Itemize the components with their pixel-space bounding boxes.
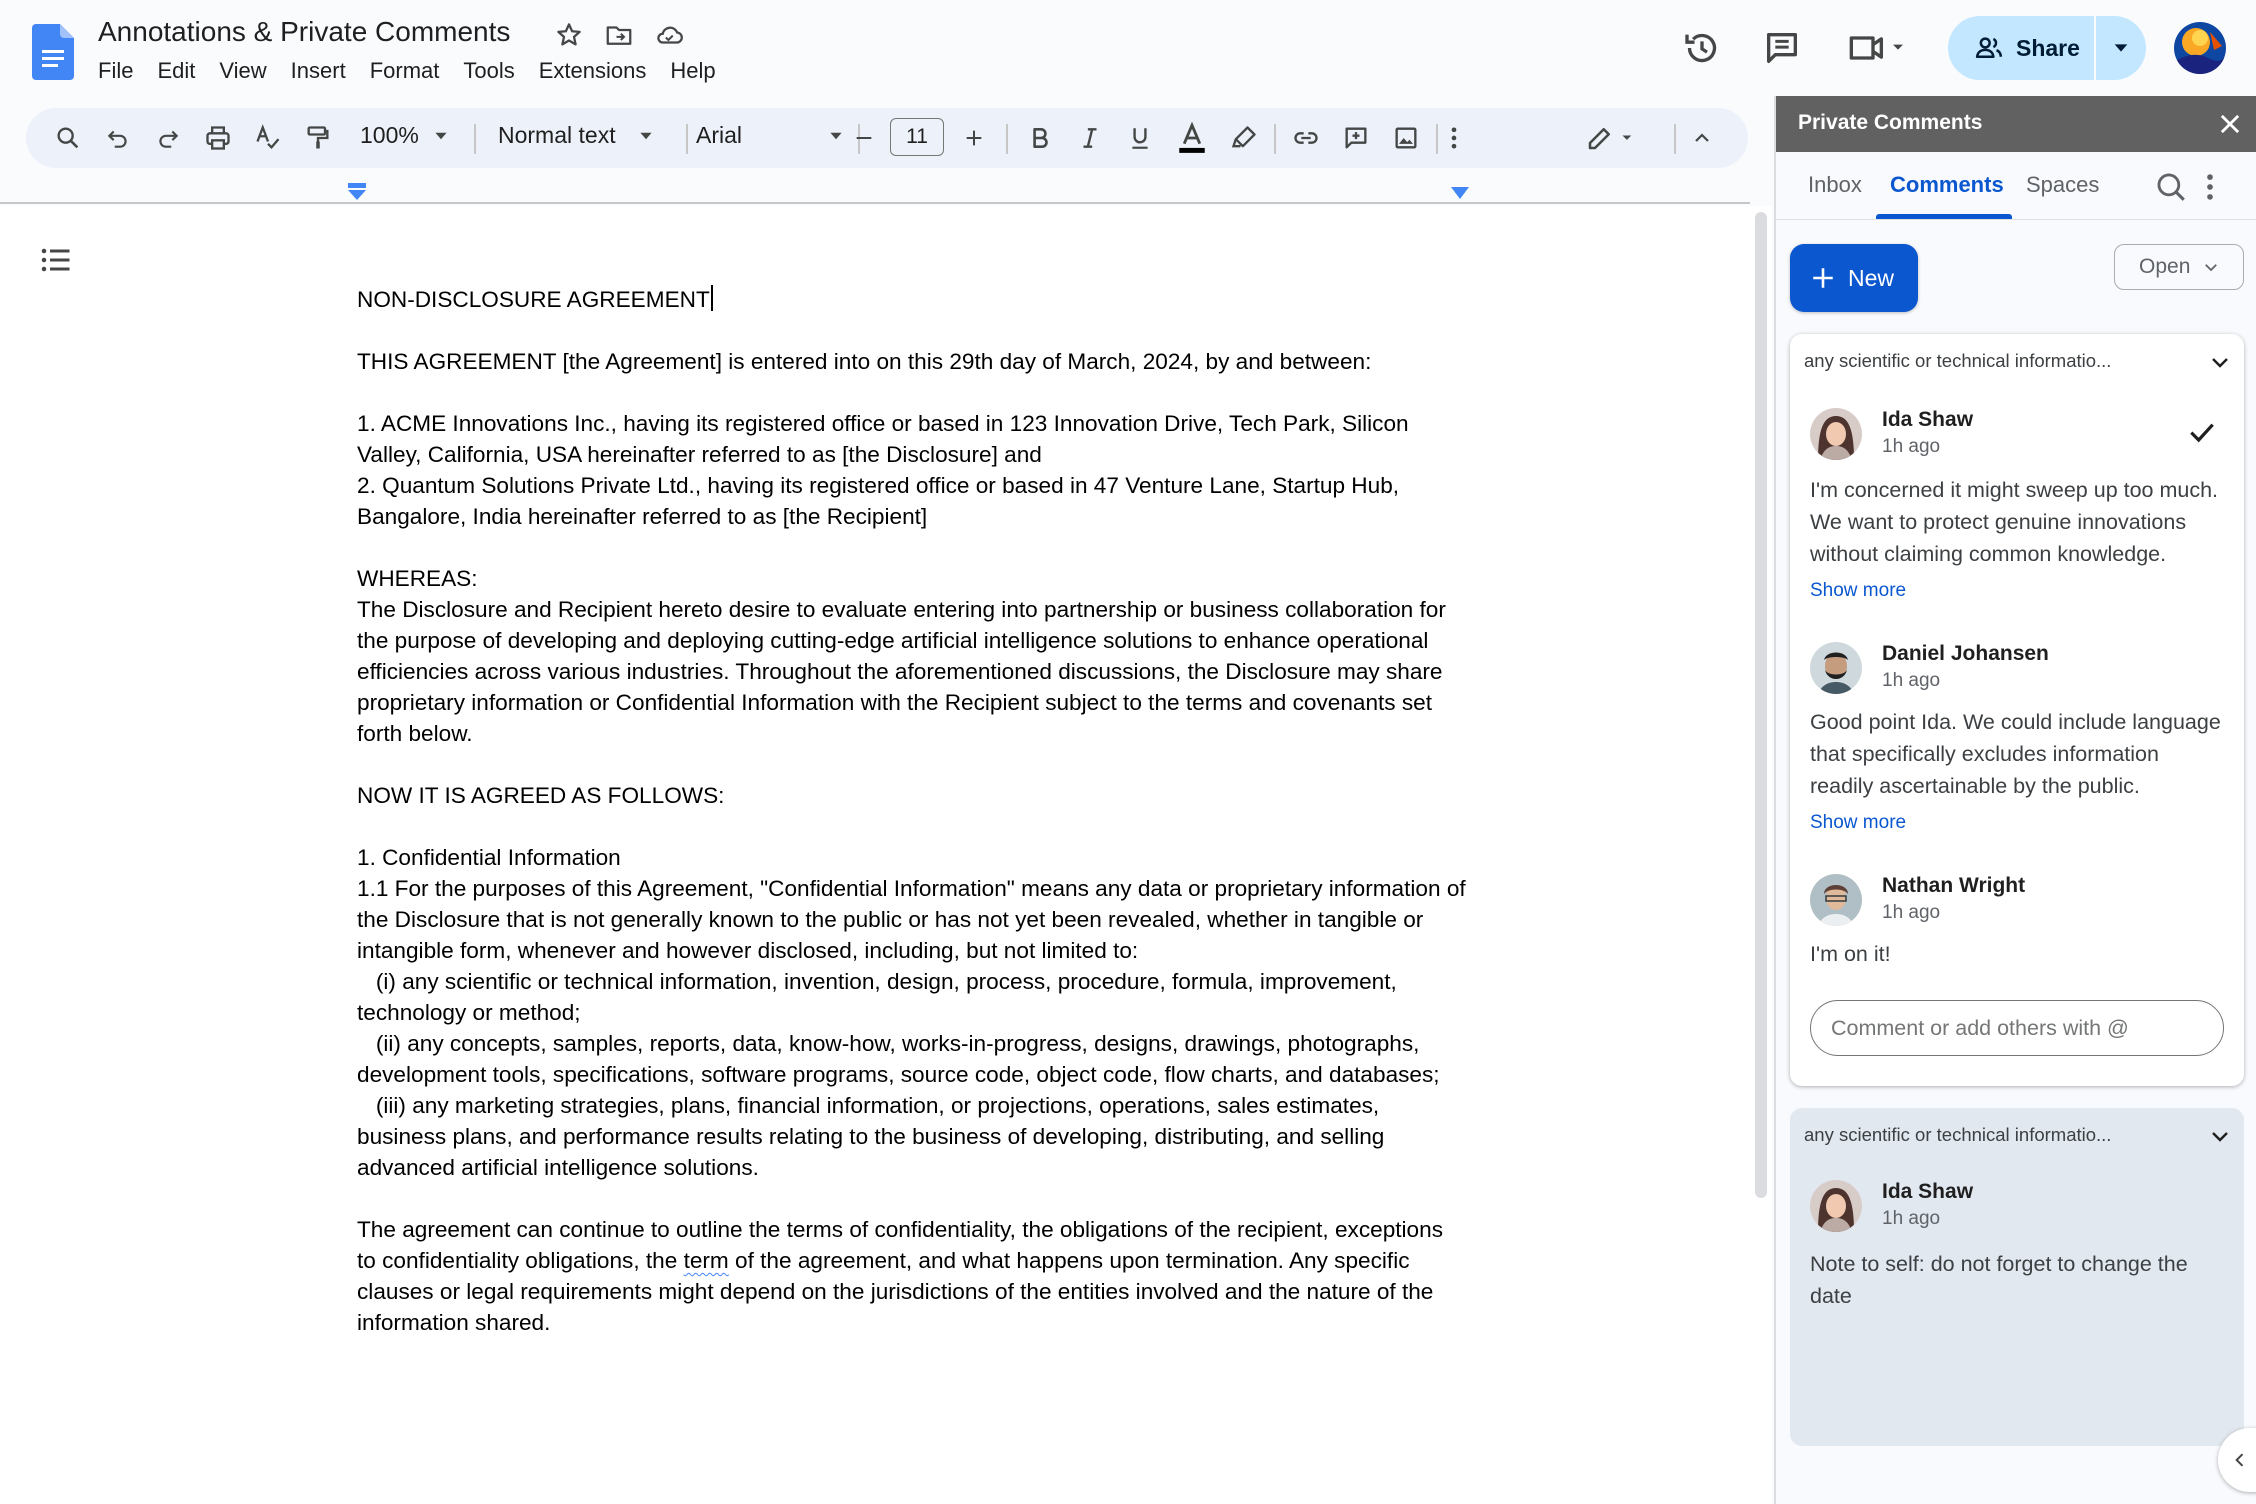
chevron-down-icon[interactable] xyxy=(2208,350,2232,374)
caret-down-icon xyxy=(2112,39,2130,57)
plus-icon xyxy=(963,127,985,149)
comment-text: Note to self: do not forget to change the date xyxy=(1810,1252,2188,1308)
left-indent-marker-icon[interactable] xyxy=(346,182,368,204)
tab-comments[interactable]: Comments xyxy=(1890,172,2004,197)
highlighter-icon xyxy=(1230,124,1258,152)
doc-party-2: 2. Quantum Solutions Private Ltd., having its registered office or based in 47 Venture Lane, Startup Hub, Bangalore, India hereinafter referred to as [the Recipient] xyxy=(357,473,1406,529)
paragraph-style-value: Normal text xyxy=(498,122,616,148)
toolbar-divider xyxy=(474,124,476,154)
share-button[interactable] xyxy=(1948,16,2146,80)
pencil-icon xyxy=(1581,123,1639,153)
comment-text: Good point Ida. We could include language that specifically excludes information readily ascertainable by the public. xyxy=(1810,710,2221,798)
document-outline-icon[interactable] xyxy=(38,242,74,278)
plus-icon xyxy=(1810,265,1836,291)
new-comment-button[interactable] xyxy=(1790,244,1918,312)
text-color-icon xyxy=(1175,121,1209,155)
chevron-left-icon xyxy=(2230,1450,2250,1470)
comment-text: I'm on it! xyxy=(1810,942,1891,966)
redo-button[interactable] xyxy=(150,120,186,156)
menu-extensions[interactable]: Extensions xyxy=(538,58,647,83)
avatar[interactable] xyxy=(1810,1180,1862,1232)
italic-icon xyxy=(1077,125,1103,151)
show-more-link[interactable]: Show more xyxy=(1810,812,1907,833)
spellcheck-icon xyxy=(254,124,282,152)
document-body[interactable] xyxy=(357,284,1472,1338)
toolbar-divider xyxy=(686,124,688,154)
doc-section-1-1: 1.1 For the purposes of this Agreement, "Confidential Information" means any data or proprietary information of the Disclosure that is not generally known to the public or has not yet been revealed, whether in tangible or intangible form, whenever and however disclosed, including, but not limited to: xyxy=(357,876,1472,963)
italic-button[interactable] xyxy=(1072,120,1108,156)
comment-timestamp: 1h ago xyxy=(1882,902,1941,923)
zoom-dropdown[interactable] xyxy=(360,122,449,149)
share-dropdown[interactable] xyxy=(2096,16,2146,80)
undo-icon xyxy=(105,125,131,151)
spellcheck-button[interactable] xyxy=(250,120,286,156)
doc-whereas-heading: WHEREAS: xyxy=(357,566,478,591)
status-filter-value: Open xyxy=(2139,255,2191,278)
print-button[interactable] xyxy=(200,120,236,156)
comment-thread[interactable] xyxy=(1790,1108,2244,1446)
menu-format[interactable]: Format xyxy=(369,58,440,83)
share-label: Share xyxy=(2016,34,2080,61)
reply-input[interactable] xyxy=(1810,1000,2224,1056)
private-comments-panel xyxy=(1774,96,2256,1504)
chevron-up-icon xyxy=(1690,126,1714,150)
doc-closing-part-a: The agreement can continue to outline the terms of confidentiality, the obligations of the recipient, exceptions to confidentiality obligations, the xyxy=(357,1217,1450,1273)
doc-item-iii: (iii) any marketing strategies, plans, financial information, or projections, operations, sales estimates, business plans, and performance results relating to the business of developing, distributing, and selling advanced artificial intelligence solutions. xyxy=(357,1093,1391,1180)
doc-item-i: (i) any scientific or technical information, invention, design, process, procedure, formula, improvement, technology or method; xyxy=(357,969,1404,1025)
font-size-input[interactable]: 11 xyxy=(890,118,944,156)
formatting-toolbar xyxy=(26,108,1748,168)
new-comment-label: New xyxy=(1848,264,1895,291)
caret-down-icon xyxy=(433,128,449,144)
more-vert-icon xyxy=(1440,124,1468,152)
doc-agreed-heading: NOW IT IS AGREED AS FOLLOWS: xyxy=(357,783,725,808)
tab-spaces[interactable]: Spaces xyxy=(2026,172,2100,197)
app-header xyxy=(0,0,2256,100)
docs-logo-icon[interactable] xyxy=(32,24,74,80)
search-menus-button[interactable] xyxy=(50,120,86,156)
show-more-link[interactable]: Show more xyxy=(1810,580,1907,601)
avatar[interactable] xyxy=(1810,642,1862,694)
comment-timestamp: 1h ago xyxy=(1882,670,1941,691)
comment-timestamp: 1h ago xyxy=(1882,436,1941,457)
link-icon xyxy=(1292,124,1320,152)
paragraph-style-dropdown[interactable] xyxy=(498,122,654,149)
doc-whereas-body: The Disclosure and Recipient hereto desire to evaluate entering into partnership or business collaboration for the purpose of developing and deploying cutting-edge artificial intelligence solutions to enhance operational efficiencies across various industries. Throughout the aforementioned discussions, the Disclosure may share proprietary information or Confidential Information with the Recipient subject to the terms and covenants set forth below. xyxy=(357,597,1453,746)
print-icon xyxy=(204,124,232,152)
search-icon[interactable] xyxy=(2154,170,2188,204)
decrease-font-size-button[interactable] xyxy=(846,120,882,156)
redo-icon xyxy=(155,125,181,151)
thread-quoted-text: any scientific or technical informatio... xyxy=(1804,350,2112,371)
thread-quoted-text: any scientific or technical informatio... xyxy=(1804,1124,2112,1145)
insert-image-button[interactable] xyxy=(1388,120,1424,156)
zoom-value: 100% xyxy=(360,122,419,148)
doc-title-line xyxy=(357,284,1467,315)
ruler xyxy=(0,178,1750,206)
editing-mode-button[interactable] xyxy=(1580,120,1640,156)
chevron-down-icon xyxy=(2202,258,2220,276)
menu-view[interactable]: View xyxy=(219,58,267,83)
doc-section-1-heading: 1. Confidential Information xyxy=(357,845,621,870)
right-indent-marker-icon[interactable] xyxy=(1450,186,1470,200)
font-value: Arial xyxy=(696,122,743,148)
doc-party-1: 1. ACME Innovations Inc., having its registered office or based in 123 Innovation Drive, Tech Park, Silicon Valley, California, USA hereinafter referred to as [the Disclosure] and xyxy=(357,411,1415,467)
share-main[interactable] xyxy=(1948,16,2094,80)
hide-menus-button[interactable] xyxy=(1684,120,1720,156)
menu-insert[interactable]: Insert xyxy=(290,58,346,83)
bold-icon xyxy=(1027,125,1053,151)
caret-down-icon xyxy=(828,128,844,144)
menu-tools[interactable]: Tools xyxy=(463,58,515,83)
add-comment-button[interactable] xyxy=(1338,120,1374,156)
menu-help[interactable]: Help xyxy=(670,58,716,83)
font-dropdown[interactable] xyxy=(696,122,844,149)
cloud-saved-icon[interactable] xyxy=(654,20,684,50)
move-folder-icon[interactable] xyxy=(604,20,634,50)
menu-bar xyxy=(98,58,740,84)
comment-thread[interactable] xyxy=(1790,334,2244,1086)
search-icon xyxy=(54,124,82,152)
doc-closing xyxy=(357,1214,1467,1338)
account-avatar[interactable] xyxy=(2174,22,2226,74)
active-tab-indicator xyxy=(1876,214,2012,219)
more-vert-icon[interactable] xyxy=(2200,170,2220,204)
document-canvas[interactable] xyxy=(0,206,1752,1504)
toolbar-divider xyxy=(1274,124,1276,154)
resolve-check-icon[interactable] xyxy=(2186,416,2218,448)
tab-inbox[interactable]: Inbox xyxy=(1808,172,1862,197)
text-cursor xyxy=(711,285,713,311)
menu-file[interactable]: File xyxy=(98,58,134,83)
avatar[interactable] xyxy=(1810,874,1862,926)
comment-author: Daniel Johansen xyxy=(1882,642,2049,665)
toolbar-divider xyxy=(1674,124,1676,154)
caret-down-icon xyxy=(638,128,654,144)
text-color-button[interactable] xyxy=(1174,120,1210,156)
highlight-color-button[interactable] xyxy=(1226,120,1262,156)
more-options-button[interactable] xyxy=(1436,120,1472,156)
comment-author: Nathan Wright xyxy=(1882,874,2026,897)
comment-text: I'm concerned it might sweep up too much. We want to protect genuine innovations without claiming common knowledge. xyxy=(1810,478,2219,566)
chevron-down-icon[interactable] xyxy=(2208,1124,2232,1148)
star-icon[interactable] xyxy=(554,20,584,50)
bold-button[interactable] xyxy=(1022,120,1058,156)
people-icon xyxy=(1974,33,2004,63)
paint-format-button[interactable] xyxy=(300,120,336,156)
avatar[interactable] xyxy=(1810,408,1862,460)
meet-camera-icon[interactable] xyxy=(1846,28,1910,68)
undo-button[interactable] xyxy=(100,120,136,156)
panel-title: Private Comments xyxy=(1798,111,1983,134)
underline-button[interactable] xyxy=(1122,120,1158,156)
doc-item-ii: (ii) any concepts, samples, reports, data, know-how, works-in-progress, designs, drawings, photographs, development tools, specifications, software programs, source code, object code, flow charts, and databases; xyxy=(357,1031,1440,1087)
comment-author: Ida Shaw xyxy=(1882,1180,1974,1203)
toolbar-divider xyxy=(1006,124,1008,154)
doc-closing-part-b: of the agreement, and what happens upon termination. Any specific clauses or legal requirements might depend on the jurisdictions of the entities involved and the nature of the information shared. xyxy=(357,1248,1440,1335)
status-filter-dropdown[interactable] xyxy=(2114,244,2244,290)
comment-timestamp: 1h ago xyxy=(1882,1208,1941,1229)
close-icon[interactable] xyxy=(2216,110,2244,138)
underline-icon xyxy=(1127,125,1153,151)
comments-icon[interactable] xyxy=(1762,28,1802,68)
menu-edit[interactable]: Edit xyxy=(157,58,196,83)
doc-intro: THIS AGREEMENT [the Agreement] is entered into on this 29th day of March, 2024, by and between: xyxy=(357,349,1372,374)
spelling-suggestion[interactable]: term xyxy=(683,1248,729,1273)
document-scrollbar-thumb[interactable] xyxy=(1755,212,1767,1198)
paint-roller-icon xyxy=(304,124,332,152)
minus-icon xyxy=(853,127,875,149)
version-history-icon[interactable] xyxy=(1682,28,1722,68)
ruler-line xyxy=(0,202,1750,204)
add-comment-icon xyxy=(1342,124,1370,152)
doc-title-text: NON-DISCLOSURE AGREEMENT xyxy=(357,287,710,312)
increase-font-size-button[interactable] xyxy=(956,120,992,156)
image-icon xyxy=(1392,124,1420,152)
panel-header xyxy=(1776,96,2256,152)
insert-link-button[interactable] xyxy=(1288,120,1324,156)
document-title[interactable]: Annotations & Private Comments xyxy=(98,16,511,47)
comment-author: Ida Shaw xyxy=(1882,408,1974,431)
